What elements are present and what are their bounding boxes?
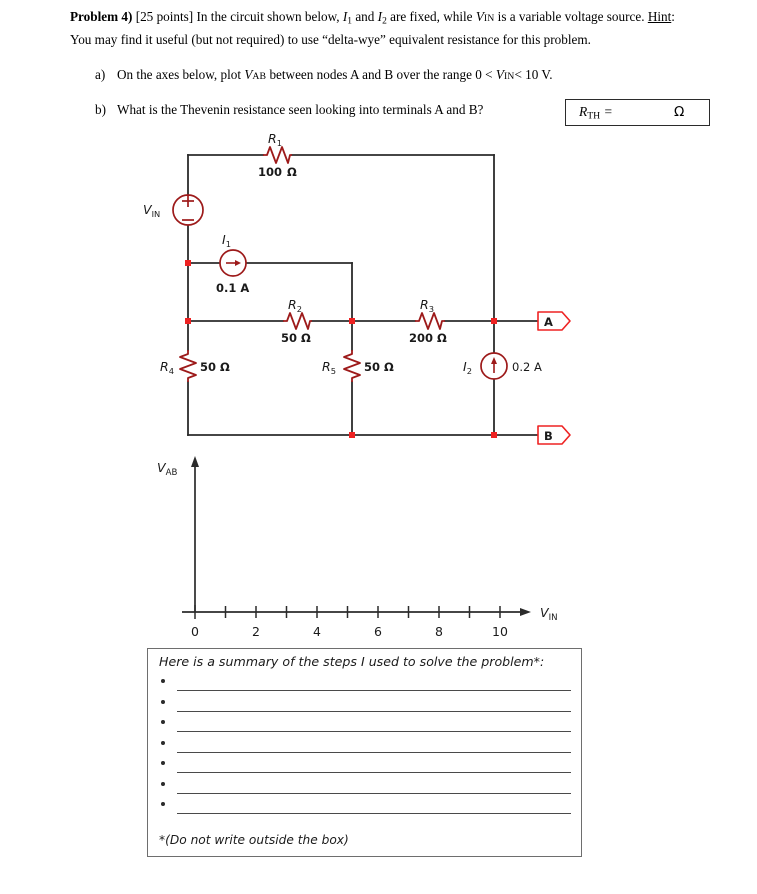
plot-axes[interactable] xyxy=(0,440,600,640)
answer-box-footnote: *(Do not write outside the box) xyxy=(159,833,349,847)
list-item[interactable] xyxy=(159,738,571,759)
symbol-i1: $I_1$ xyxy=(342,9,353,27)
node-dot xyxy=(185,260,191,266)
value-r3: 200 Ω xyxy=(409,331,447,345)
part-a-text-3: < 10 V. xyxy=(514,67,553,82)
problem-intro-3: are fixed, while xyxy=(390,9,473,24)
write-line[interactable] xyxy=(177,711,571,712)
part-a-text-2: between nodes A and B over the range 0 < xyxy=(269,67,493,82)
tick-label-0: 0 xyxy=(191,624,199,639)
bullet-icon xyxy=(161,679,165,683)
bullet-icon xyxy=(161,761,165,765)
label-r4: $R_4$ xyxy=(160,359,174,376)
label-r1: $R_1$ xyxy=(268,131,282,148)
y-axis-arrow xyxy=(191,456,199,467)
resistor-r2-symbol xyxy=(283,313,312,329)
symbol-vin: VIN xyxy=(475,9,495,24)
voltage-source-vin xyxy=(173,195,203,225)
tick-label-4: 4 xyxy=(313,624,321,639)
tick-label-10: 10 xyxy=(492,624,508,639)
write-line[interactable] xyxy=(177,731,571,732)
hint-label: Hint xyxy=(647,9,672,24)
bullet-icon xyxy=(161,802,165,806)
value-i2: 0.2 A xyxy=(512,360,542,374)
circuit-diagram xyxy=(0,130,600,460)
part-a xyxy=(95,66,655,86)
bullet-icon xyxy=(161,782,165,786)
symbol-i2: $I_2$ xyxy=(377,9,387,27)
node-dot xyxy=(491,432,497,438)
value-r5: 50 Ω xyxy=(364,360,394,374)
list-item[interactable] xyxy=(159,779,571,800)
resistor-r3-symbol xyxy=(415,313,445,329)
current-source-i1 xyxy=(220,250,246,276)
answer-box-heading: Here is a summary of the steps I used to solve the problem*: xyxy=(159,654,545,669)
problem-intro-4: is a variable voltage source. xyxy=(497,9,645,24)
x-axis-label: $V_{IN}$ xyxy=(540,605,558,623)
bullet-icon xyxy=(161,741,165,745)
resistor-r1-symbol xyxy=(263,147,292,163)
value-r4: 50 Ω xyxy=(200,360,230,374)
value-r2: 50 Ω xyxy=(281,331,311,345)
resistor-r5-symbol xyxy=(344,350,360,382)
terminal-a-label: A xyxy=(544,315,553,329)
label-vin: $V_{IN}$ xyxy=(143,202,161,219)
rth-answer-box[interactable] xyxy=(565,99,710,126)
current-source-i2 xyxy=(481,353,507,379)
part-b-marker: b) xyxy=(95,102,106,117)
resistor-r4-symbol xyxy=(180,350,196,382)
tick-label-8: 8 xyxy=(435,624,443,639)
x-axis-arrow xyxy=(520,608,531,616)
label-i1: $I_1$ xyxy=(222,232,231,249)
label-r3: $R_3$ xyxy=(420,297,434,314)
x-axis-tick-labels xyxy=(191,624,508,639)
value-r1: 100 Ω xyxy=(258,165,297,179)
problem-points: [25 points] xyxy=(135,9,194,24)
list-item[interactable] xyxy=(159,717,571,738)
problem-intro-2: and xyxy=(355,9,375,24)
bullet-icon xyxy=(161,720,165,724)
rth-label: $R_{TH}$ = xyxy=(579,104,613,122)
hint-text: : You may find it useful (but not required) to use “delta-wye” equivalent resistance for this problem. xyxy=(70,9,675,47)
write-line[interactable] xyxy=(177,793,571,794)
write-line[interactable] xyxy=(177,813,571,814)
list-item[interactable] xyxy=(159,799,571,820)
symbol-vin-a: VIN xyxy=(495,67,515,82)
node-dot xyxy=(185,318,191,324)
list-item[interactable] xyxy=(159,676,571,697)
list-item[interactable] xyxy=(159,758,571,779)
problem-intro-1: In the circuit shown below, xyxy=(196,9,340,24)
write-line[interactable] xyxy=(177,752,571,753)
terminal-b-label: B xyxy=(544,429,553,443)
part-a-marker: a) xyxy=(95,67,106,82)
y-axis-label: $V_{AB}$ xyxy=(157,460,178,478)
write-line[interactable] xyxy=(177,772,571,773)
symbol-vab: VAB xyxy=(244,67,267,82)
label-r2: $R_2$ xyxy=(288,297,302,314)
list-item[interactable] xyxy=(159,697,571,718)
bullet-icon xyxy=(161,700,165,704)
label-r5: $R_5$ xyxy=(322,359,336,376)
answer-summary-box[interactable] xyxy=(147,648,582,857)
problem-heading: Problem 4) xyxy=(70,9,133,24)
value-i1: 0.1 A xyxy=(216,281,250,295)
tick-label-6: 6 xyxy=(374,624,382,639)
node-dot xyxy=(349,318,355,324)
node-dot xyxy=(349,432,355,438)
label-i2: $I_2$ xyxy=(463,359,472,376)
part-b xyxy=(95,101,565,119)
part-b-text: What is the Thevenin resistance seen looking into terminals A and B? xyxy=(117,102,484,117)
terminal-a xyxy=(538,312,570,330)
answer-bullet-list xyxy=(159,676,571,820)
tick-label-2: 2 xyxy=(252,624,260,639)
write-line[interactable] xyxy=(177,690,571,691)
node-dot xyxy=(491,318,497,324)
rth-unit-ohm: Ω xyxy=(674,104,685,120)
problem-statement xyxy=(70,8,695,49)
part-a-text-1: On the axes below, plot xyxy=(117,67,242,82)
